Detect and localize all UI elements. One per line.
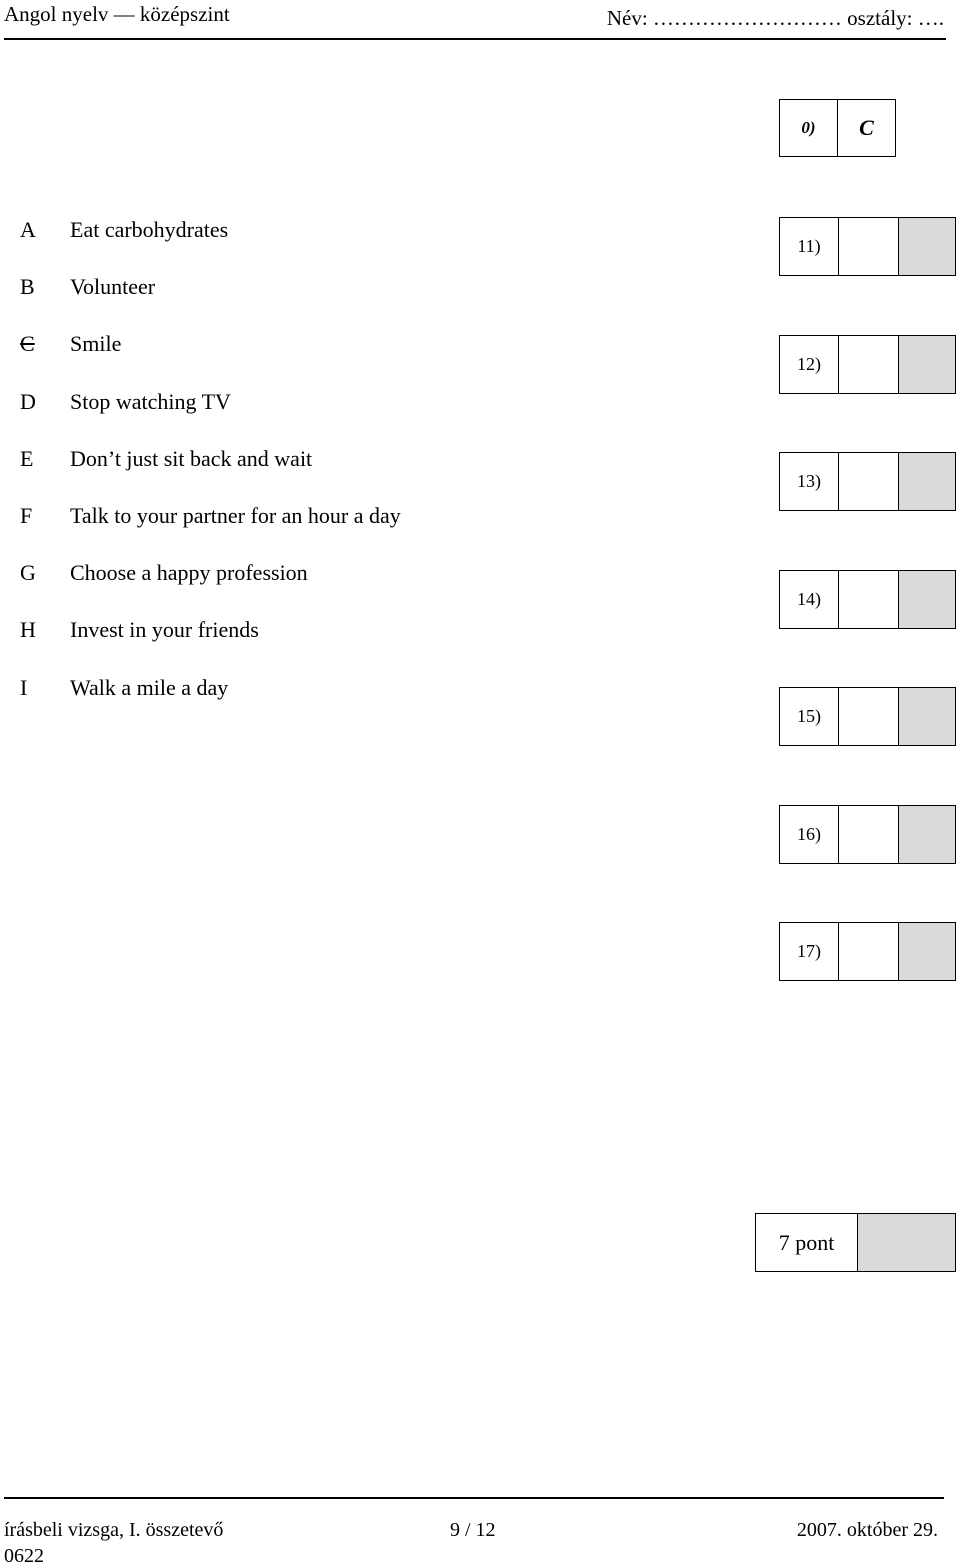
header-subject: Angol nyelv — középszint xyxy=(4,2,230,26)
option-text: Invest in your friends xyxy=(70,617,259,642)
header-rule xyxy=(4,38,946,40)
option-letter: F xyxy=(20,503,33,528)
option-text: Volunteer xyxy=(70,274,156,299)
score-cell xyxy=(898,688,955,745)
example-answer: C xyxy=(837,100,895,156)
answer-number: 11) xyxy=(797,236,821,256)
option-letter: G xyxy=(20,560,36,585)
points-score-cell xyxy=(857,1214,955,1271)
answer-number: 17) xyxy=(797,941,821,961)
points-label: 7 pont xyxy=(778,1229,835,1255)
answer-number: 13) xyxy=(797,471,821,491)
answer-box xyxy=(779,452,956,511)
option-letter: B xyxy=(20,274,35,299)
score-cell xyxy=(898,453,955,510)
score-cell xyxy=(898,806,955,863)
option-text: Choose a happy profession xyxy=(70,560,308,585)
answer-number: 16) xyxy=(797,824,821,844)
option-text: Don’t just sit back and wait xyxy=(70,446,313,471)
answer-box xyxy=(779,687,956,746)
answer-number: 14) xyxy=(797,589,821,609)
option-text: Eat carbohydrates xyxy=(70,217,229,242)
answer-field[interactable] xyxy=(838,571,898,628)
header-name-class-field: Név: ……………………… osztály: …. xyxy=(606,6,944,30)
option-text: Stop watching TV xyxy=(70,389,231,414)
option-letter: A xyxy=(20,217,36,242)
answer-field[interactable] xyxy=(838,688,898,745)
score-cell xyxy=(898,571,955,628)
footer-rule xyxy=(4,1497,944,1499)
option-text: Talk to your partner for an hour a day xyxy=(70,503,401,528)
answer-field[interactable] xyxy=(838,218,898,275)
answer-field[interactable] xyxy=(838,923,898,980)
score-cell xyxy=(898,336,955,393)
answer-box xyxy=(779,217,956,276)
answer-box xyxy=(779,922,956,981)
points-box xyxy=(755,1213,956,1272)
answer-box xyxy=(779,335,956,394)
score-cell xyxy=(898,923,955,980)
option-text: Smile xyxy=(70,331,122,356)
footer-code: 0622 xyxy=(4,1545,44,1567)
option-letter: D xyxy=(20,389,36,414)
answer-number: 12) xyxy=(797,354,821,374)
option-letter-struck: C xyxy=(20,331,35,356)
example-number: 0) xyxy=(801,118,816,137)
option-letter: E xyxy=(20,446,34,471)
answer-number: 15) xyxy=(797,706,821,726)
footer-exam-part: írásbeli vizsga, I. összetevő xyxy=(4,1519,224,1541)
example-answer-box xyxy=(779,99,896,157)
option-letter: I xyxy=(20,675,28,700)
answer-box xyxy=(779,805,956,864)
footer-date: 2007. október 29. xyxy=(796,1519,938,1541)
answer-field[interactable] xyxy=(838,336,898,393)
answer-field[interactable] xyxy=(838,806,898,863)
option-letter: H xyxy=(20,617,36,642)
answer-box xyxy=(779,570,956,629)
option-text: Walk a mile a day xyxy=(70,675,229,700)
score-cell xyxy=(898,218,955,275)
answer-field[interactable] xyxy=(838,453,898,510)
footer-page-number: 9 / 12 xyxy=(450,1519,496,1541)
